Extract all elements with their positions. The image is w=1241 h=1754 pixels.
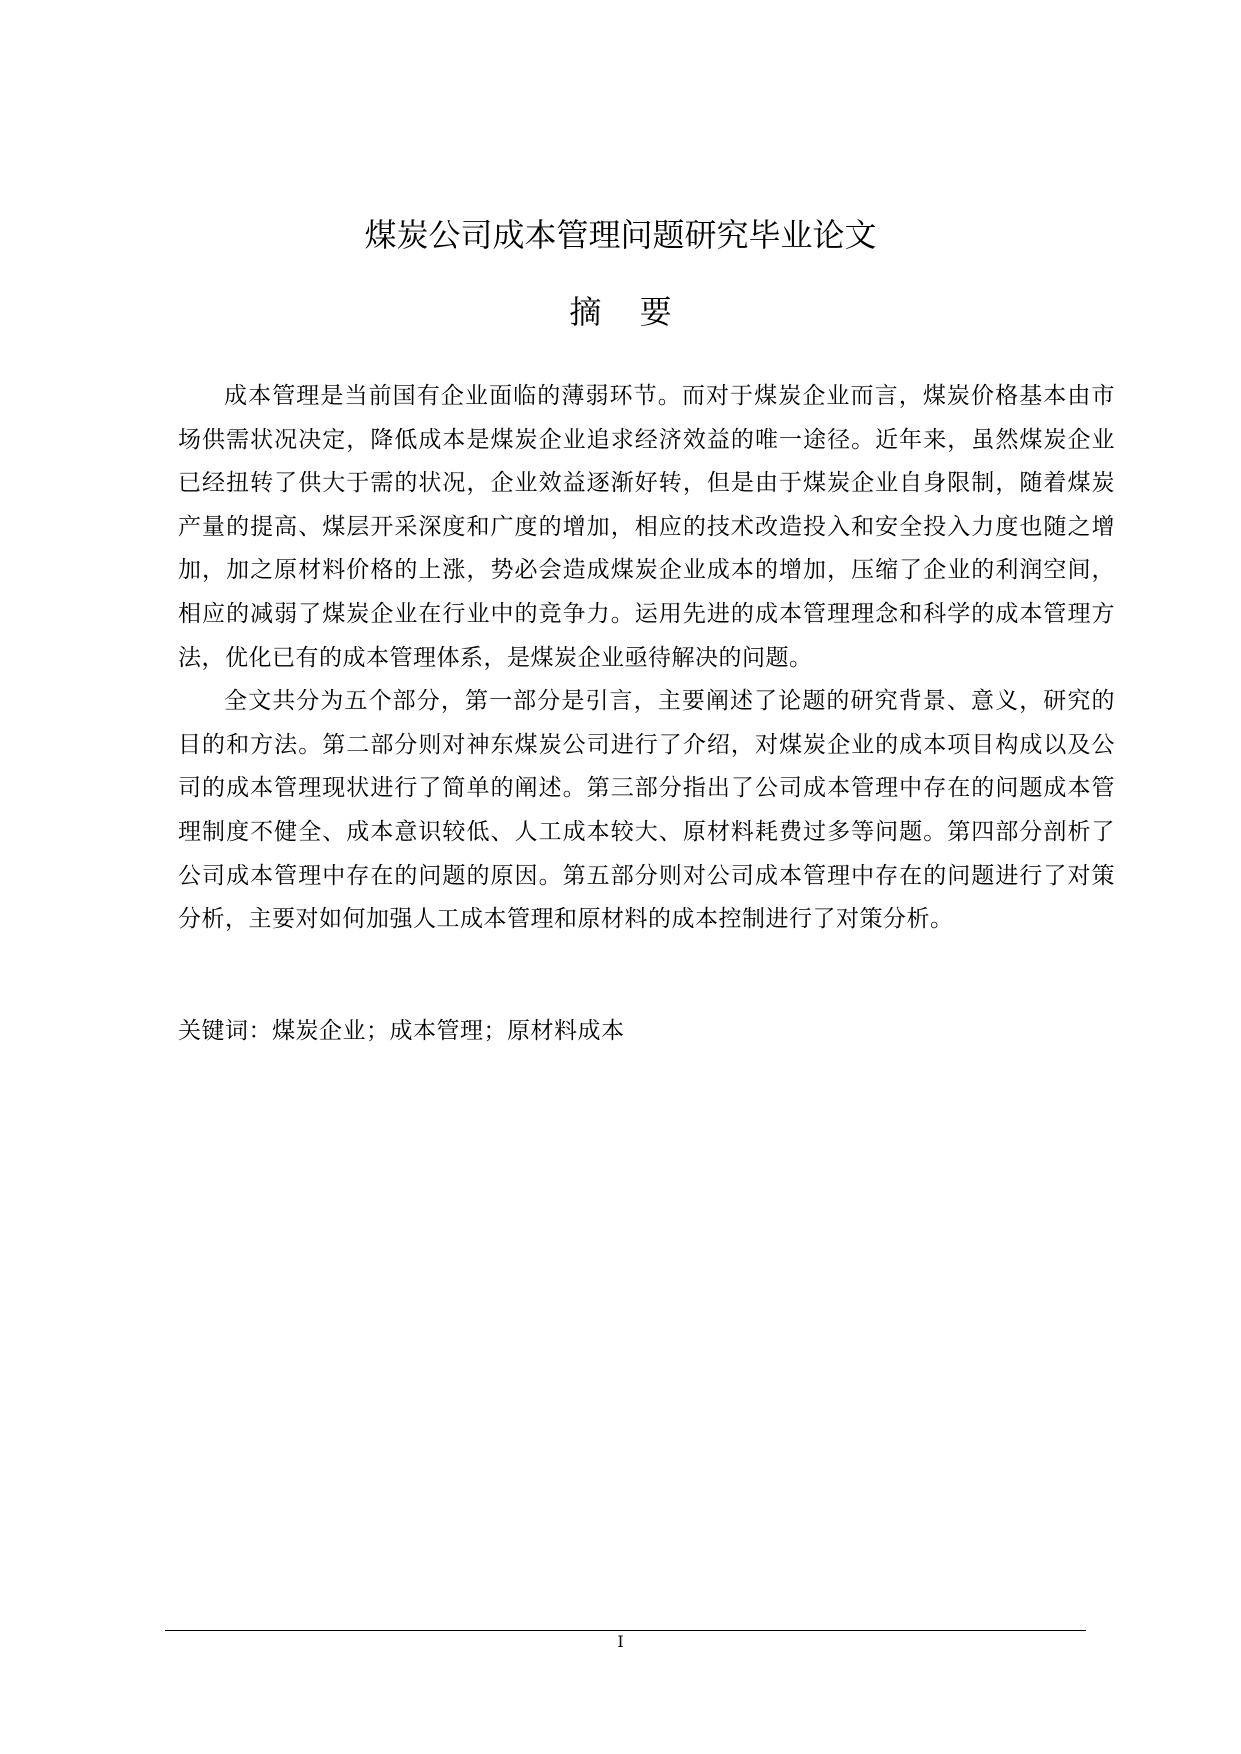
keywords-line	[178, 1013, 1115, 1049]
abstract-heading: 摘 要	[569, 293, 686, 331]
abstract-paragraph-1: 成本管理是当前国有企业面临的薄弱环节。而对于煤炭企业而言，煤炭价格基本由市场供需状况决定，降低成本是煤炭企业追求经济效益的唯一途径。近年来，虽然煤炭企业已经扭转了供大于需的状况，企业效益逐渐好转，但是由于煤炭企业自身限制，随着煤炭产量的提高、煤层开采深度和广度的增加，相应的技术改造投入和安全投入力度也随之增加，加之原材料价格的上涨，势必会造成煤炭企业成本的增加，压缩了企业的利润空间，相应的减弱了煤炭企业在行业中的竞争力。运用先进的成本管理理念和科学的成本管理方法，优化已有的成本管理体系，是煤炭企业亟待解决的问题。	[178, 383, 1115, 671]
keywords-text: 煤炭企业；成本管理；原材料成本	[272, 1018, 625, 1044]
page-number: I	[617, 1632, 624, 1651]
paper-title: 煤炭公司成本管理问题研究毕业论文	[364, 216, 877, 254]
keywords-label: 关键词：	[178, 1018, 272, 1044]
footer-divider	[165, 1630, 1086, 1631]
abstract-paragraph-2: 全文共分为五个部分，第一部分是引言，主要阐述了论题的研究背景、意义，研究的目的和方法。第二部分则对神东煤炭公司进行了介绍，对煤炭企业的成本项目构成以及公司的成本管理现状进行了简单的阐述。第三部分指出了公司成本管理中存在的问题成本管理制度不健全、成本意识较低、人工成本较大、原材料耗费过多等问题。第四部分剖析了公司成本管理中存在的问题的原因。第五部分则对公司成本管理中存在的问题进行了对策分析，主要对如何加强人工成本管理和原材料的成本控制进行了对策分析。	[178, 688, 1115, 933]
abstract-body	[178, 375, 1115, 942]
